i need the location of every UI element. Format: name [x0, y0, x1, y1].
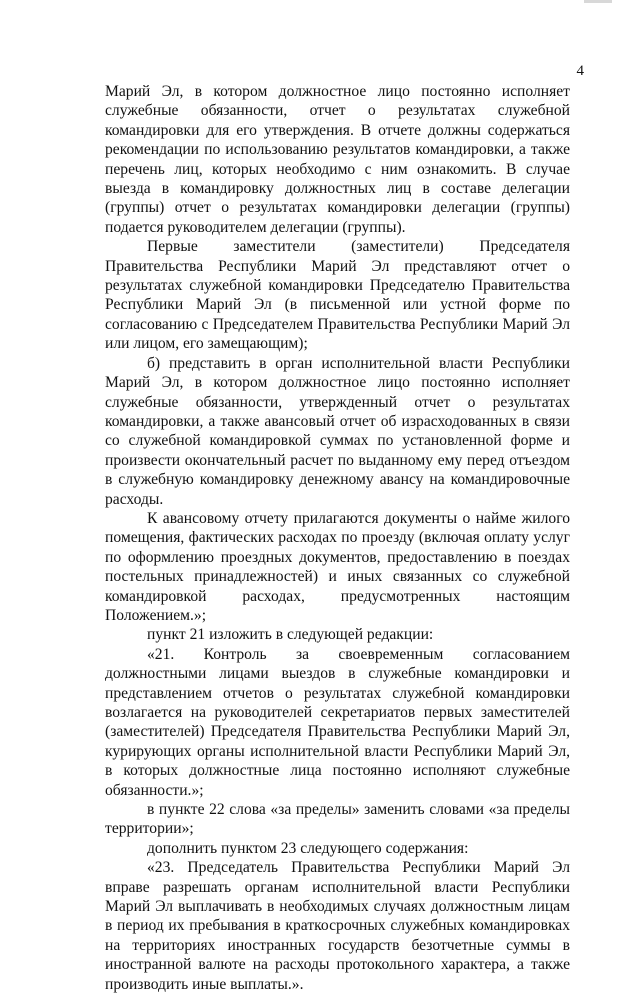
- paragraph-report-submission: Марий Эл, в котором должностное лицо постоянно исполняет служебные обязанности, отчет о результатах служебной командировки для его утверждения. В отчете должны содержаться рекомендации по использованию результатов командировки, а также перечень лиц, которых необходимо с ним ознакомить. В случае выезда в командировку должностных лиц в составе делегации (группы) отчет о результатах командировки делегации (группы) подается руководителем делегации (группы).: [105, 83, 570, 236]
- paragraph-clause-23: «23. Председатель Правительства Республики Марий Эл вправе разрешать органам исполнительной власти Республики Марий Эл выплачивать в необходимых случаях должностным лицам в период их пребывания в краткосрочных служебных командировках на территориях иностранных государств безотчетные суммы в иностранной валюте на расходы протокольного характера, а также производить иные выплаты.».: [105, 859, 570, 993]
- paragraph-clause-23-intro: дополнить пунктом 23 следующего содержания:: [147, 839, 469, 857]
- page-number: 4: [576, 63, 584, 79]
- scan-corner-mark: [584, 0, 612, 3]
- paragraph-clause-22: в пункте 22 слова «за пределы» заменить словами «за пределы территории»;: [105, 801, 570, 838]
- paragraph-clause-21-intro: пункт 21 изложить в следующей редакции:: [147, 626, 434, 644]
- document-body: [105, 82, 570, 994]
- paragraph-deputies-report: Первые заместители (заместители) Председателя Правительства Республики Марий Эл представляют отчет о результатах служебной командировки Председателю Правительства Республики Марий Эл (в письменной или устной форме по согласованию с Председателем Правительства Республики Марий Эл или лицом, его замещающим);: [105, 238, 570, 353]
- paragraph-clause-21: «21. Контроль за своевременным согласованием должностными лицами выездов в служебные командировки и представлением отчетов о результатах служебной командировки возлагается на руководителей секретариатов первых заместителей (заместителей) Председателя Правительства Республики Марий Эл, курирующих органы исполнительной власти Республики Марий Эл, в которых должностные лица постоянно исполняют служебные обязанности.»;: [105, 645, 570, 799]
- paragraph-advance-report-documents: К авансовому отчету прилагаются документы о найме жилого помещения, фактических расходах по проезду (включая оплату услуг по оформлению проездных документов, предоставлению в поездах постельных принадлежностей) и иных связанных со служебной командировкой расходах, предусмотренных настоящим Положением.»;: [105, 509, 570, 624]
- paragraph-item-b: б) представить в орган исполнительной власти Республики Марий Эл, в котором должностное лицо постоянно исполняет служебные обязанности, утвержденный отчет о результатах командировки, а также авансовый отчет об израсходованных в связи со служебной командировкой суммах по установленной форме и произвести окончательный расчет по выданному ему перед отъездом в служебную командировку денежному авансу на командировочные расходы.: [105, 354, 570, 508]
